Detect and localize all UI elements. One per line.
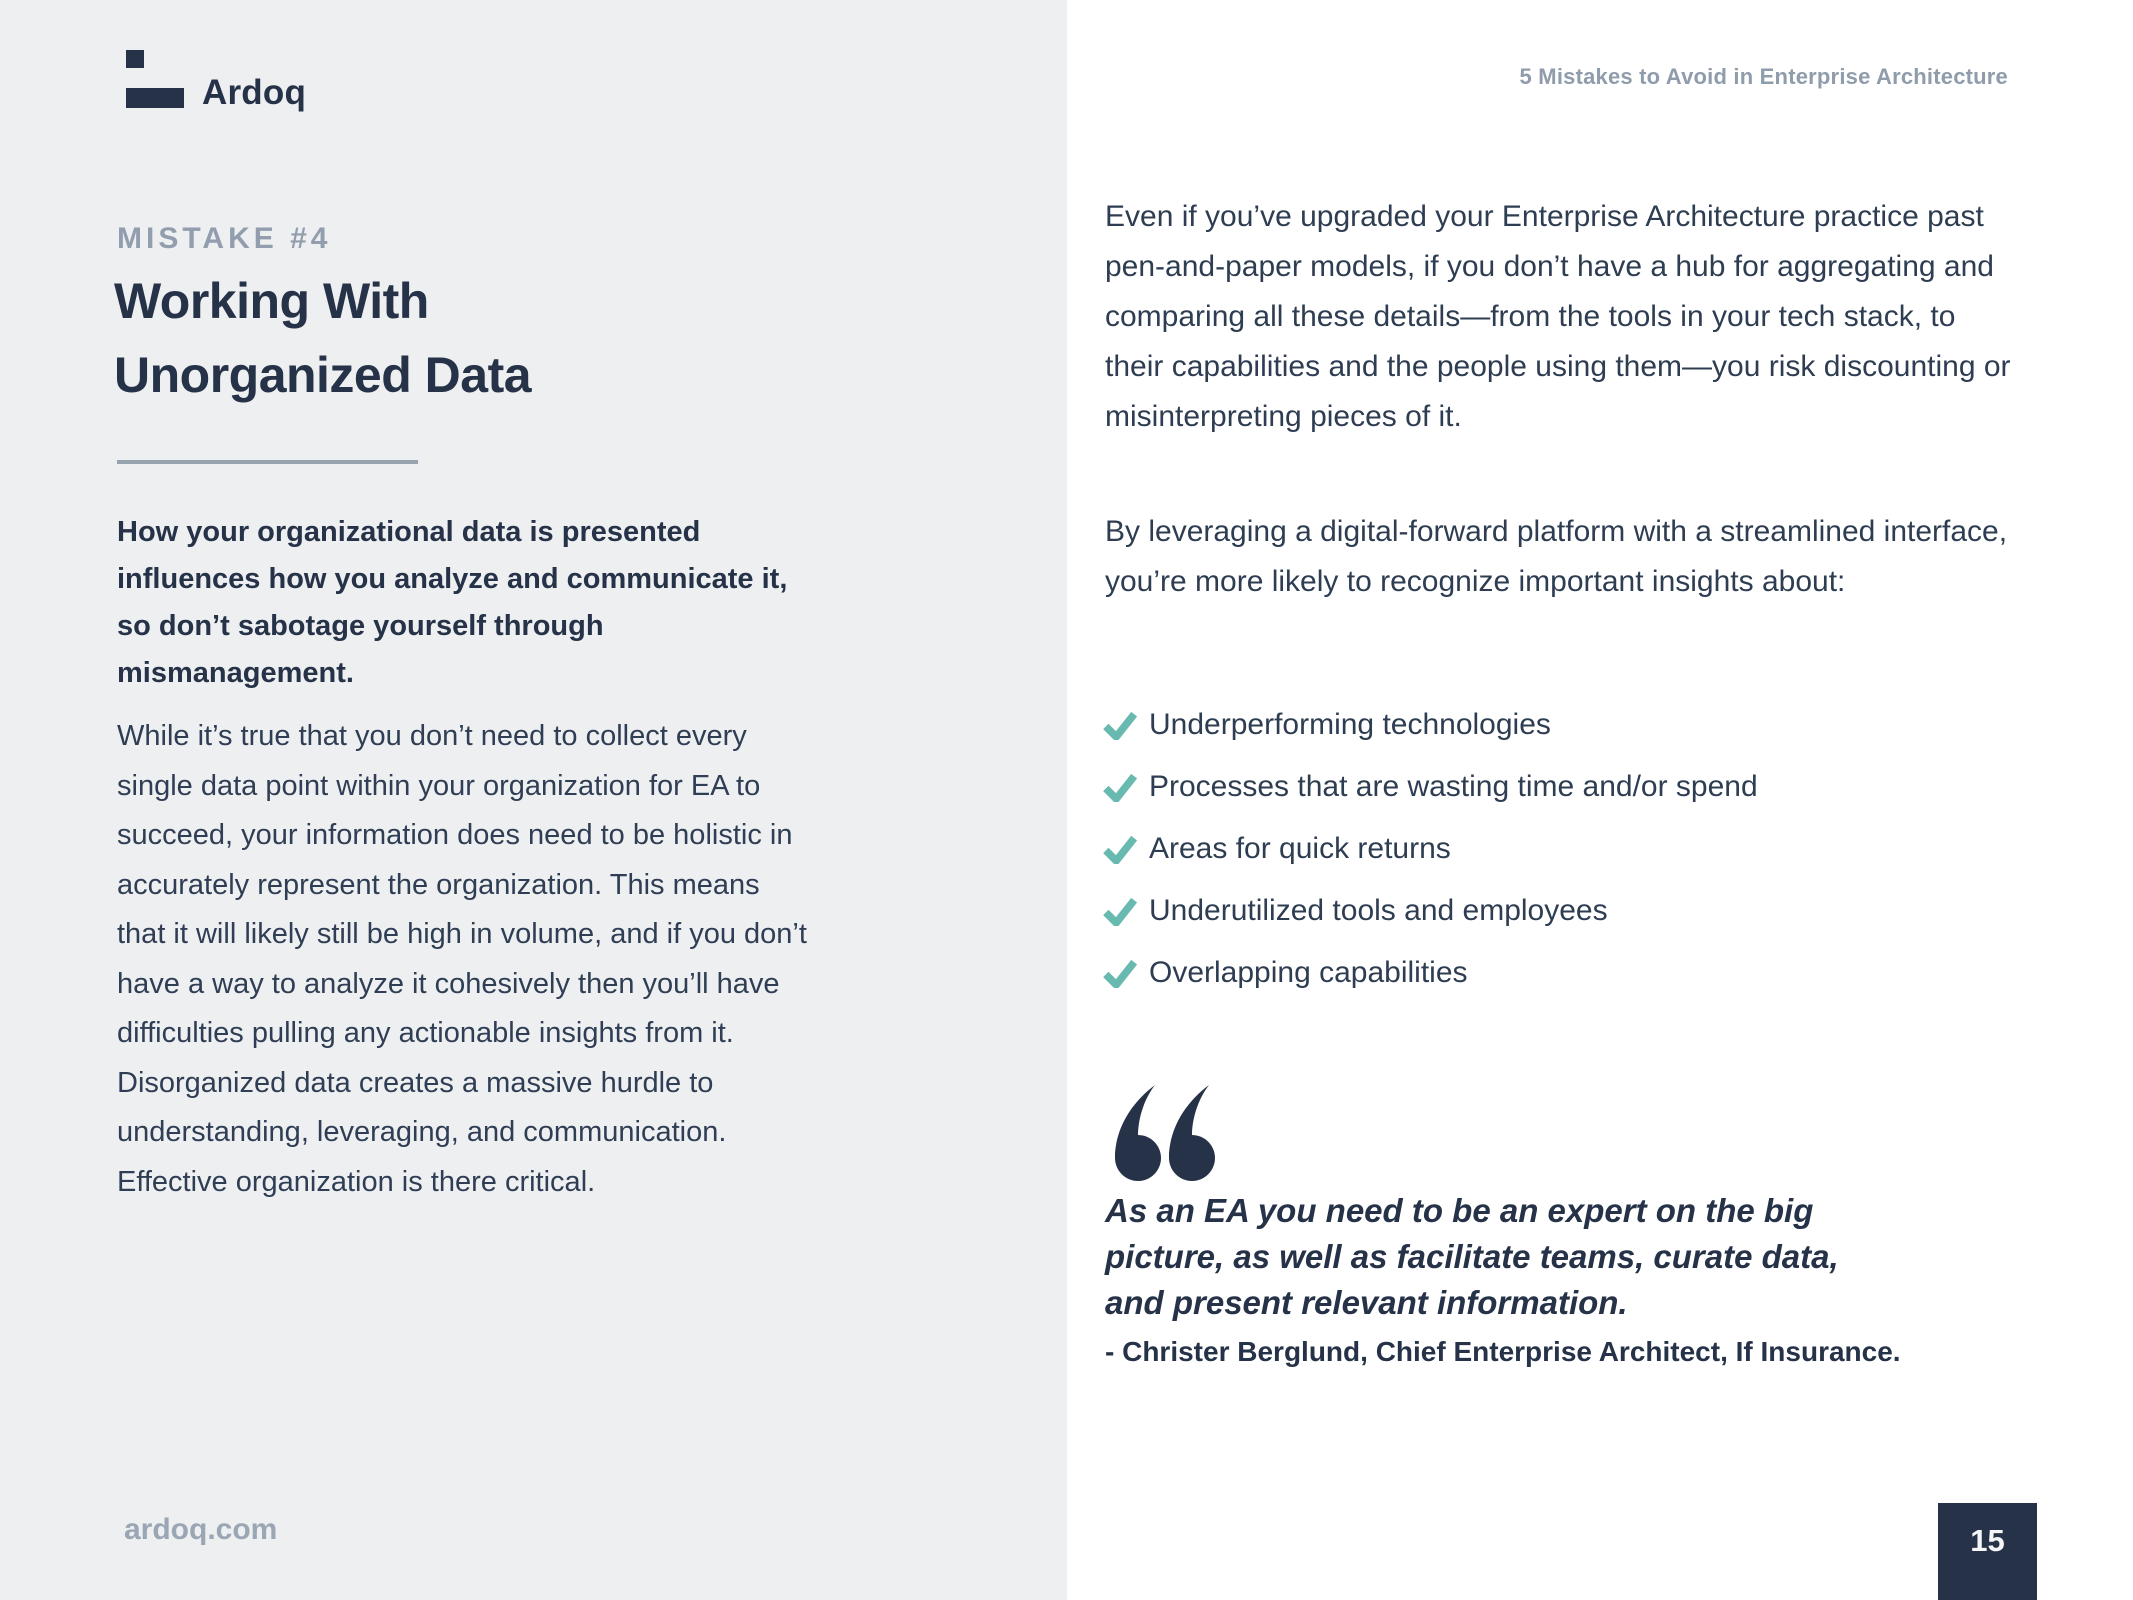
ardoq-logo-icon (126, 50, 144, 68)
checklist-item-label: Processes that are wasting time and/or spend (1149, 770, 1758, 803)
page-title: Working With Unorganized Data (114, 273, 532, 403)
quote-line: picture, as well as facilitate teams, curate data, (1105, 1238, 1839, 1275)
check-icon (1103, 897, 1137, 926)
ardoq-logo-icon (126, 88, 184, 108)
page-number: 15 (1970, 1523, 2005, 1558)
quote-text (1105, 1188, 1985, 1326)
checklist-item (1103, 880, 1758, 942)
check-icon (1103, 959, 1137, 988)
check-icon (1103, 711, 1137, 740)
quote-attribution: - Christer Berglund, Chief Enterprise Architect, If Insurance. (1105, 1336, 1901, 1367)
quote-mark-icon (1113, 1085, 1217, 1181)
right-panel (1067, 0, 2133, 1600)
checklist-item (1103, 694, 1758, 756)
checklist-item (1103, 756, 1758, 818)
body-paragraph: While it’s true that you don’t need to collect every single data point within your organization for EA to succeed, your information does need to be holistic in accurately represent the organization. This means that it will likely still be high in volume, and if you don’t have a way to analyze it cohesively then you’ll have difficulties pulling any actionable insights from it. Disorganized data creates a massive hurdle to understanding, leveraging, and communication. Effective organization is there critical. (117, 720, 807, 1198)
checklist-item (1103, 818, 1758, 880)
platform-paragraph: By leveraging a digital-forward platform with a streamlined interface, you’re more likely to recognize important insights about: (1105, 515, 2008, 598)
check-icon (1103, 773, 1137, 802)
page-number-badge (1938, 1503, 2037, 1600)
checklist-item-label: Underperforming technologies (1149, 708, 1551, 741)
mistake-kicker: MISTAKE #4 (117, 222, 332, 255)
footer-link[interactable]: ardoq.com (124, 1513, 278, 1546)
ardoq-logo (126, 50, 446, 120)
brand-name: Ardoq (202, 73, 307, 112)
quote-line: As an EA you need to be an expert on the big (1105, 1192, 1814, 1229)
insights-checklist (1103, 694, 1758, 1004)
quote-line: and present relevant information. (1105, 1284, 1628, 1321)
doc-title: 5 Mistakes to Avoid in Enterprise Architecture (1519, 64, 2008, 89)
check-icon (1103, 835, 1137, 864)
checklist-item-label: Underutilized tools and employees (1149, 894, 1608, 927)
divider (117, 460, 418, 464)
checklist-item (1103, 942, 1758, 1004)
checklist-item-label: Overlapping capabilities (1149, 956, 1468, 989)
intro-paragraph: Even if you’ve upgraded your Enterprise Architecture practice past pen-and-paper models, if you don’t have a hub for aggregating and comparing all these details—from the tools in your tech stack, to their capabilities and the people using them—you risk discounting or misinterpreting pieces of it. (1105, 200, 2011, 433)
checklist-item-label: Areas for quick returns (1149, 832, 1451, 865)
lead-paragraph: How your organizational data is presented influences how you analyze and communicate it, so don’t sabotage yourself through mismanagement. (117, 516, 788, 689)
